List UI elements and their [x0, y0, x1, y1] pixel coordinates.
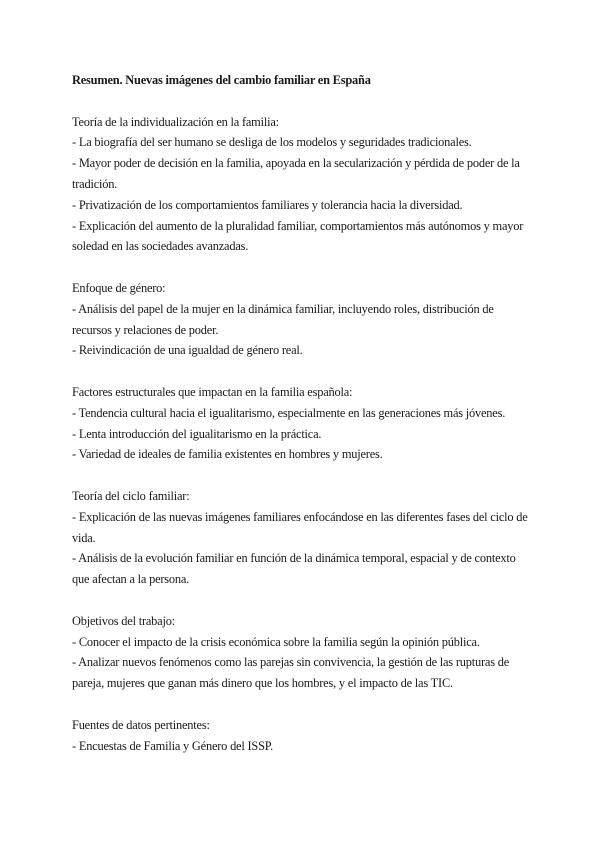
list-item: - Análisis del papel de la mujer en la dinámica familiar, incluyendo roles, distribución de recursos y relaciones de poder.: [72, 301, 494, 337]
list-item: - Explicación del aumento de la pluralidad familiar, comportamientos más autónomos y mayor soledad en las sociedades avanzadas.: [72, 218, 524, 254]
list-item: - Análisis de la evolución familiar en función de la dinámica temporal, espacial y de contexto que afectan a la persona.: [72, 551, 516, 587]
section-objetivos: [72, 611, 528, 694]
list-item: - Conocer el impacto de la crisis económica sobre la familia según la opinión pública.: [72, 634, 480, 649]
list-item: - Encuestas de Familia y Género del ISSP.: [72, 738, 274, 753]
list-item: - Reivindicación de una igualdad de género real.: [72, 343, 303, 358]
section-heading: Factores estructurales que impactan en la familia española:: [72, 384, 353, 399]
section-heading: Teoría del ciclo familiar:: [72, 488, 190, 503]
section-heading: Teoría de la individualización en la familia:: [72, 114, 279, 129]
list-item: - Variedad de ideales de familia existentes en hombres y mujeres.: [72, 447, 383, 462]
document-body: [72, 70, 528, 756]
section-fuentes: [72, 715, 528, 757]
list-item: - Explicación de las nuevas imágenes familiares enfocándose en las diferentes fases del ciclo de vida.: [72, 509, 528, 545]
section-heading: Fuentes de datos pertinentes:: [72, 717, 210, 732]
list-item: - La biografía del ser humano se desliga de los modelos y seguridades tradicionales.: [72, 135, 472, 150]
list-item: - Mayor poder de decisión en la familia, apoyada en la secularización y pérdida de poder de la tradición.: [72, 156, 520, 191]
section-individualizacion: [72, 112, 528, 258]
list-item: - Analizar nuevos fenómenos como las parejas sin convivencia, la gestión de las rupturas de pareja, mujeres que ganan más dinero que los hombres, y el impacto de las TIC.: [72, 655, 510, 691]
section-factores-estructurales: [72, 382, 528, 465]
list-item: - Lenta introducción del igualitarismo en la práctica.: [72, 426, 322, 441]
list-item: - Privatización de los comportamientos familiares y tolerancia hacia la diversidad.: [72, 197, 463, 212]
section-ciclo-familiar: [72, 486, 528, 590]
section-heading: Enfoque de género:: [72, 280, 166, 295]
section-enfoque-genero: [72, 278, 528, 361]
document-title: Resumen. Nuevas imágenes del cambio familiar en España: [72, 73, 371, 87]
section-heading: Objetivos del trabajo:: [72, 613, 175, 628]
list-item: - Tendencia cultural hacia el igualitarismo, especialmente en las generaciones más jóvenes.: [72, 405, 506, 420]
